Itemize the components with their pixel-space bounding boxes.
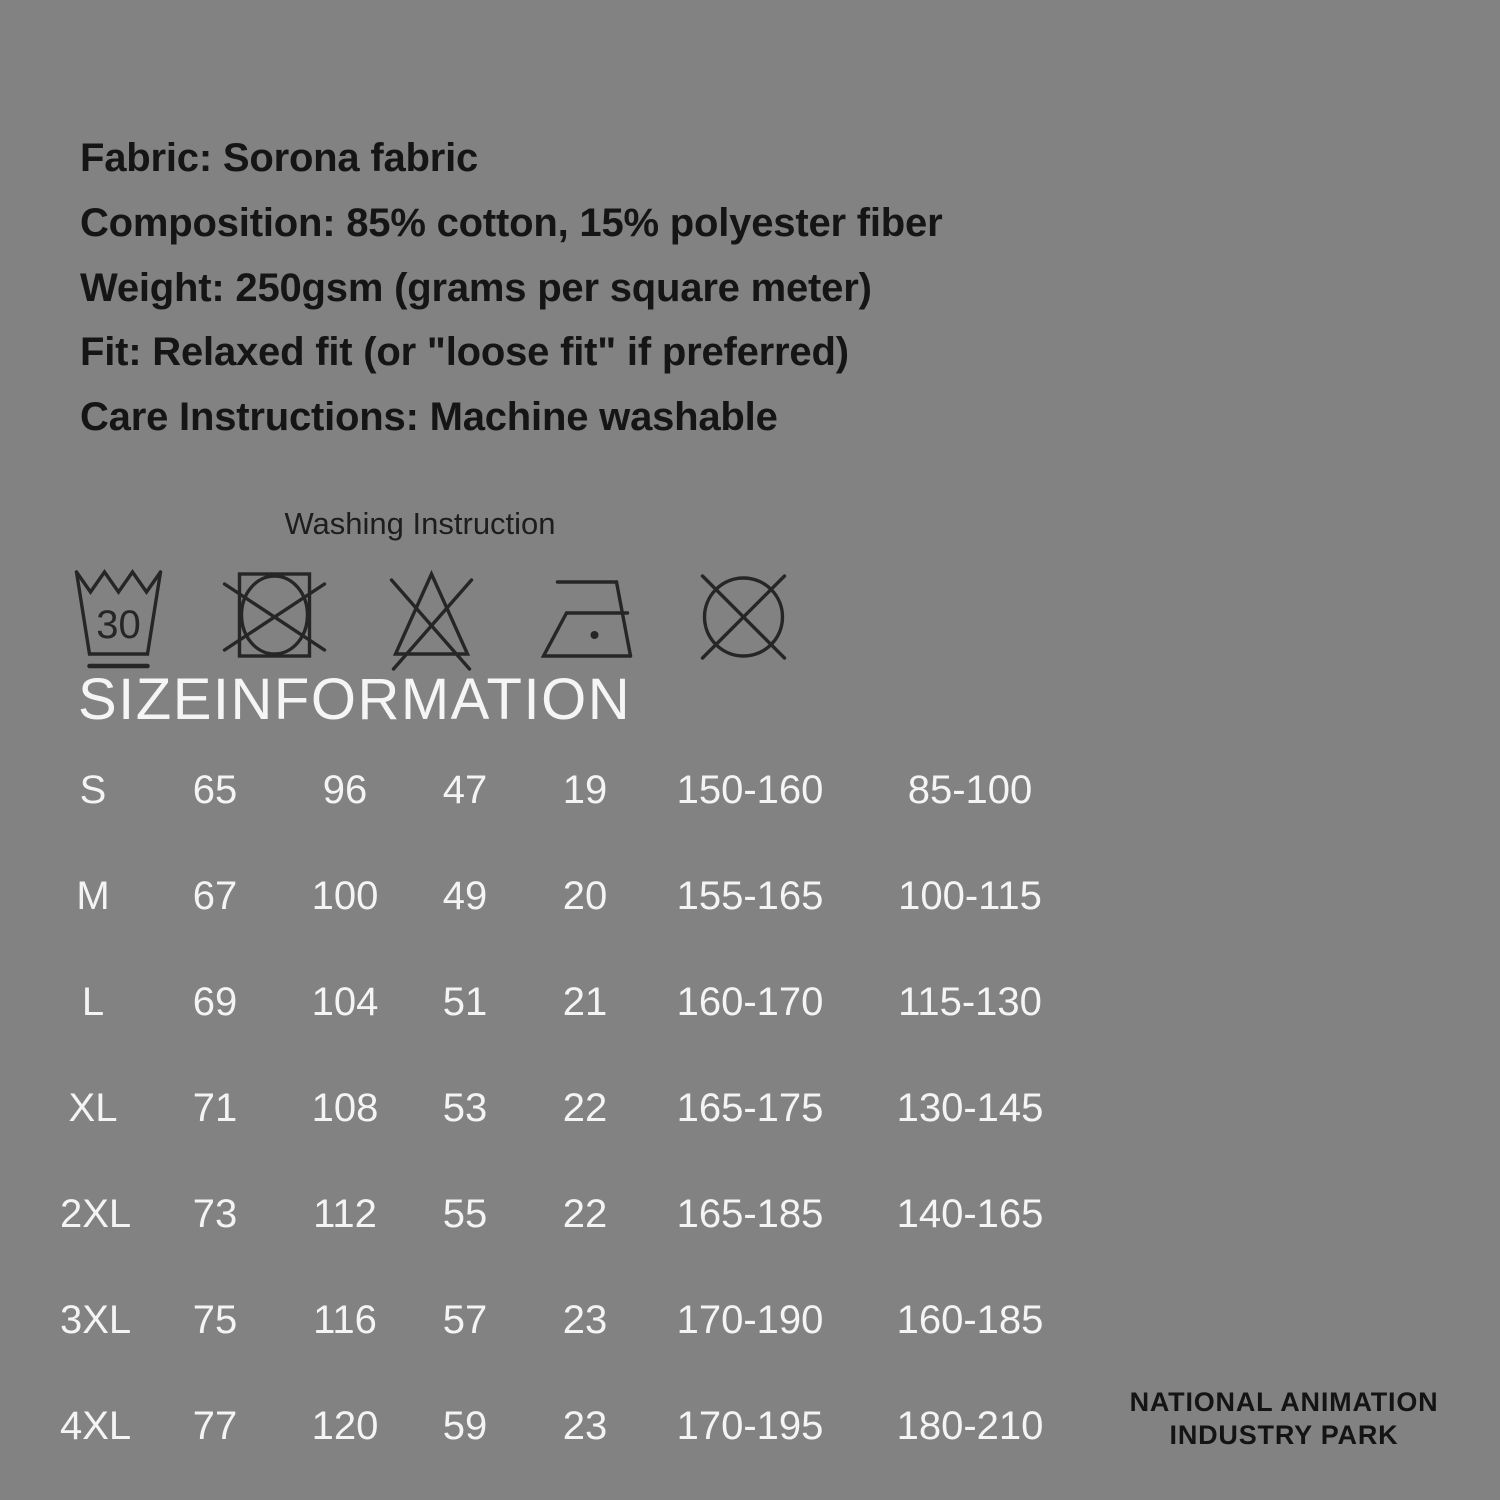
table-cell: 170-195 (676, 1403, 824, 1448)
table-cell: 49 (442, 873, 488, 918)
table-cell: 55 (442, 1191, 488, 1236)
table-cell: 150-160 (676, 767, 824, 812)
care-icons-row (66, 566, 796, 671)
table-cell: 69 (192, 979, 238, 1024)
washing-instruction-title: Washing Instruction (284, 506, 556, 541)
size-label: XL (68, 1085, 118, 1130)
size-table (60, 737, 1066, 1479)
table-cell: 116 (313, 1297, 377, 1342)
table-row-xl (60, 1055, 1066, 1161)
table-cell: 160-185 (896, 1297, 1044, 1342)
table-cell: 165-185 (676, 1191, 824, 1236)
table-cell: 47 (442, 767, 488, 812)
table-cell: 51 (442, 979, 488, 1024)
table-cell: 115-130 (898, 979, 1042, 1024)
table-cell: 170-190 (676, 1297, 824, 1342)
table-cell: 20 (562, 873, 608, 918)
product-details (80, 126, 942, 450)
table-cell: 73 (192, 1191, 238, 1236)
size-label: L (81, 979, 105, 1024)
table-cell: 130-145 (896, 1085, 1044, 1130)
table-cell: 165-175 (676, 1085, 824, 1130)
table-cell: 100 (311, 873, 379, 918)
table-cell: 112 (313, 1191, 377, 1236)
table-cell: 22 (562, 1085, 608, 1130)
size-label: 3XL (60, 1297, 132, 1342)
table-row-s (60, 737, 1066, 843)
do-not-tumble-dry-icon (222, 566, 327, 671)
do-not-bleach-icon (379, 566, 484, 671)
table-cell: 108 (311, 1085, 379, 1130)
table-cell: 96 (322, 767, 368, 812)
detail-line-fabric: Fabric: Sorona fabric (80, 136, 479, 180)
table-row-2xl (60, 1161, 1066, 1267)
table-cell: 85-100 (907, 767, 1033, 812)
wash-30-icon (66, 566, 171, 671)
table-cell: 67 (192, 873, 238, 918)
do-not-dry-clean-icon (691, 566, 796, 671)
size-label: S (79, 767, 107, 812)
detail-line-care: Care Instructions: Machine washable (80, 395, 778, 440)
table-cell: 140-165 (896, 1191, 1044, 1236)
table-cell: 71 (192, 1085, 238, 1130)
table-cell: 21 (562, 979, 608, 1024)
table-cell: 57 (442, 1297, 488, 1342)
table-cell: 100-115 (898, 873, 1042, 918)
table-row-3xl (60, 1267, 1066, 1373)
table-cell: 59 (442, 1403, 488, 1448)
table-cell: 120 (311, 1403, 379, 1448)
table-cell: 53 (442, 1085, 488, 1130)
table-row-4xl (60, 1373, 1066, 1479)
table-cell: 22 (562, 1191, 608, 1236)
table-cell: 104 (311, 979, 379, 1024)
table-cell: 155-165 (676, 873, 824, 918)
brand-line-2: INDUSTRY PARK (1169, 1420, 1399, 1450)
size-info-title: SIZEINFORMATION (78, 667, 632, 732)
iron-one-dot-icon (535, 566, 640, 671)
table-cell: 23 (562, 1297, 608, 1342)
size-label: M (76, 873, 110, 918)
detail-line-weight: Weight: 250gsm (grams per square meter) (80, 265, 872, 310)
wash-temperature-label: 30 (96, 603, 141, 647)
brand-watermark (1130, 1386, 1439, 1452)
table-row-m (60, 843, 1066, 949)
table-cell: 160-170 (676, 979, 824, 1024)
table-cell: 65 (192, 767, 238, 812)
table-cell: 77 (192, 1403, 238, 1448)
brand-line-1: NATIONAL ANIMATION (1129, 1387, 1439, 1417)
table-cell: 75 (192, 1297, 238, 1342)
table-row-l (60, 949, 1066, 1055)
table-cell: 19 (562, 767, 608, 812)
detail-line-fit: Fit: Relaxed fit (or "loose fit" if preferred) (80, 330, 849, 375)
table-cell: 23 (562, 1403, 608, 1448)
size-label: 4XL (60, 1403, 132, 1448)
size-label: 2XL (60, 1191, 132, 1236)
table-cell: 180-210 (896, 1403, 1044, 1448)
detail-line-composition: Composition: 85% cotton, 15% polyester fiber (80, 200, 943, 245)
